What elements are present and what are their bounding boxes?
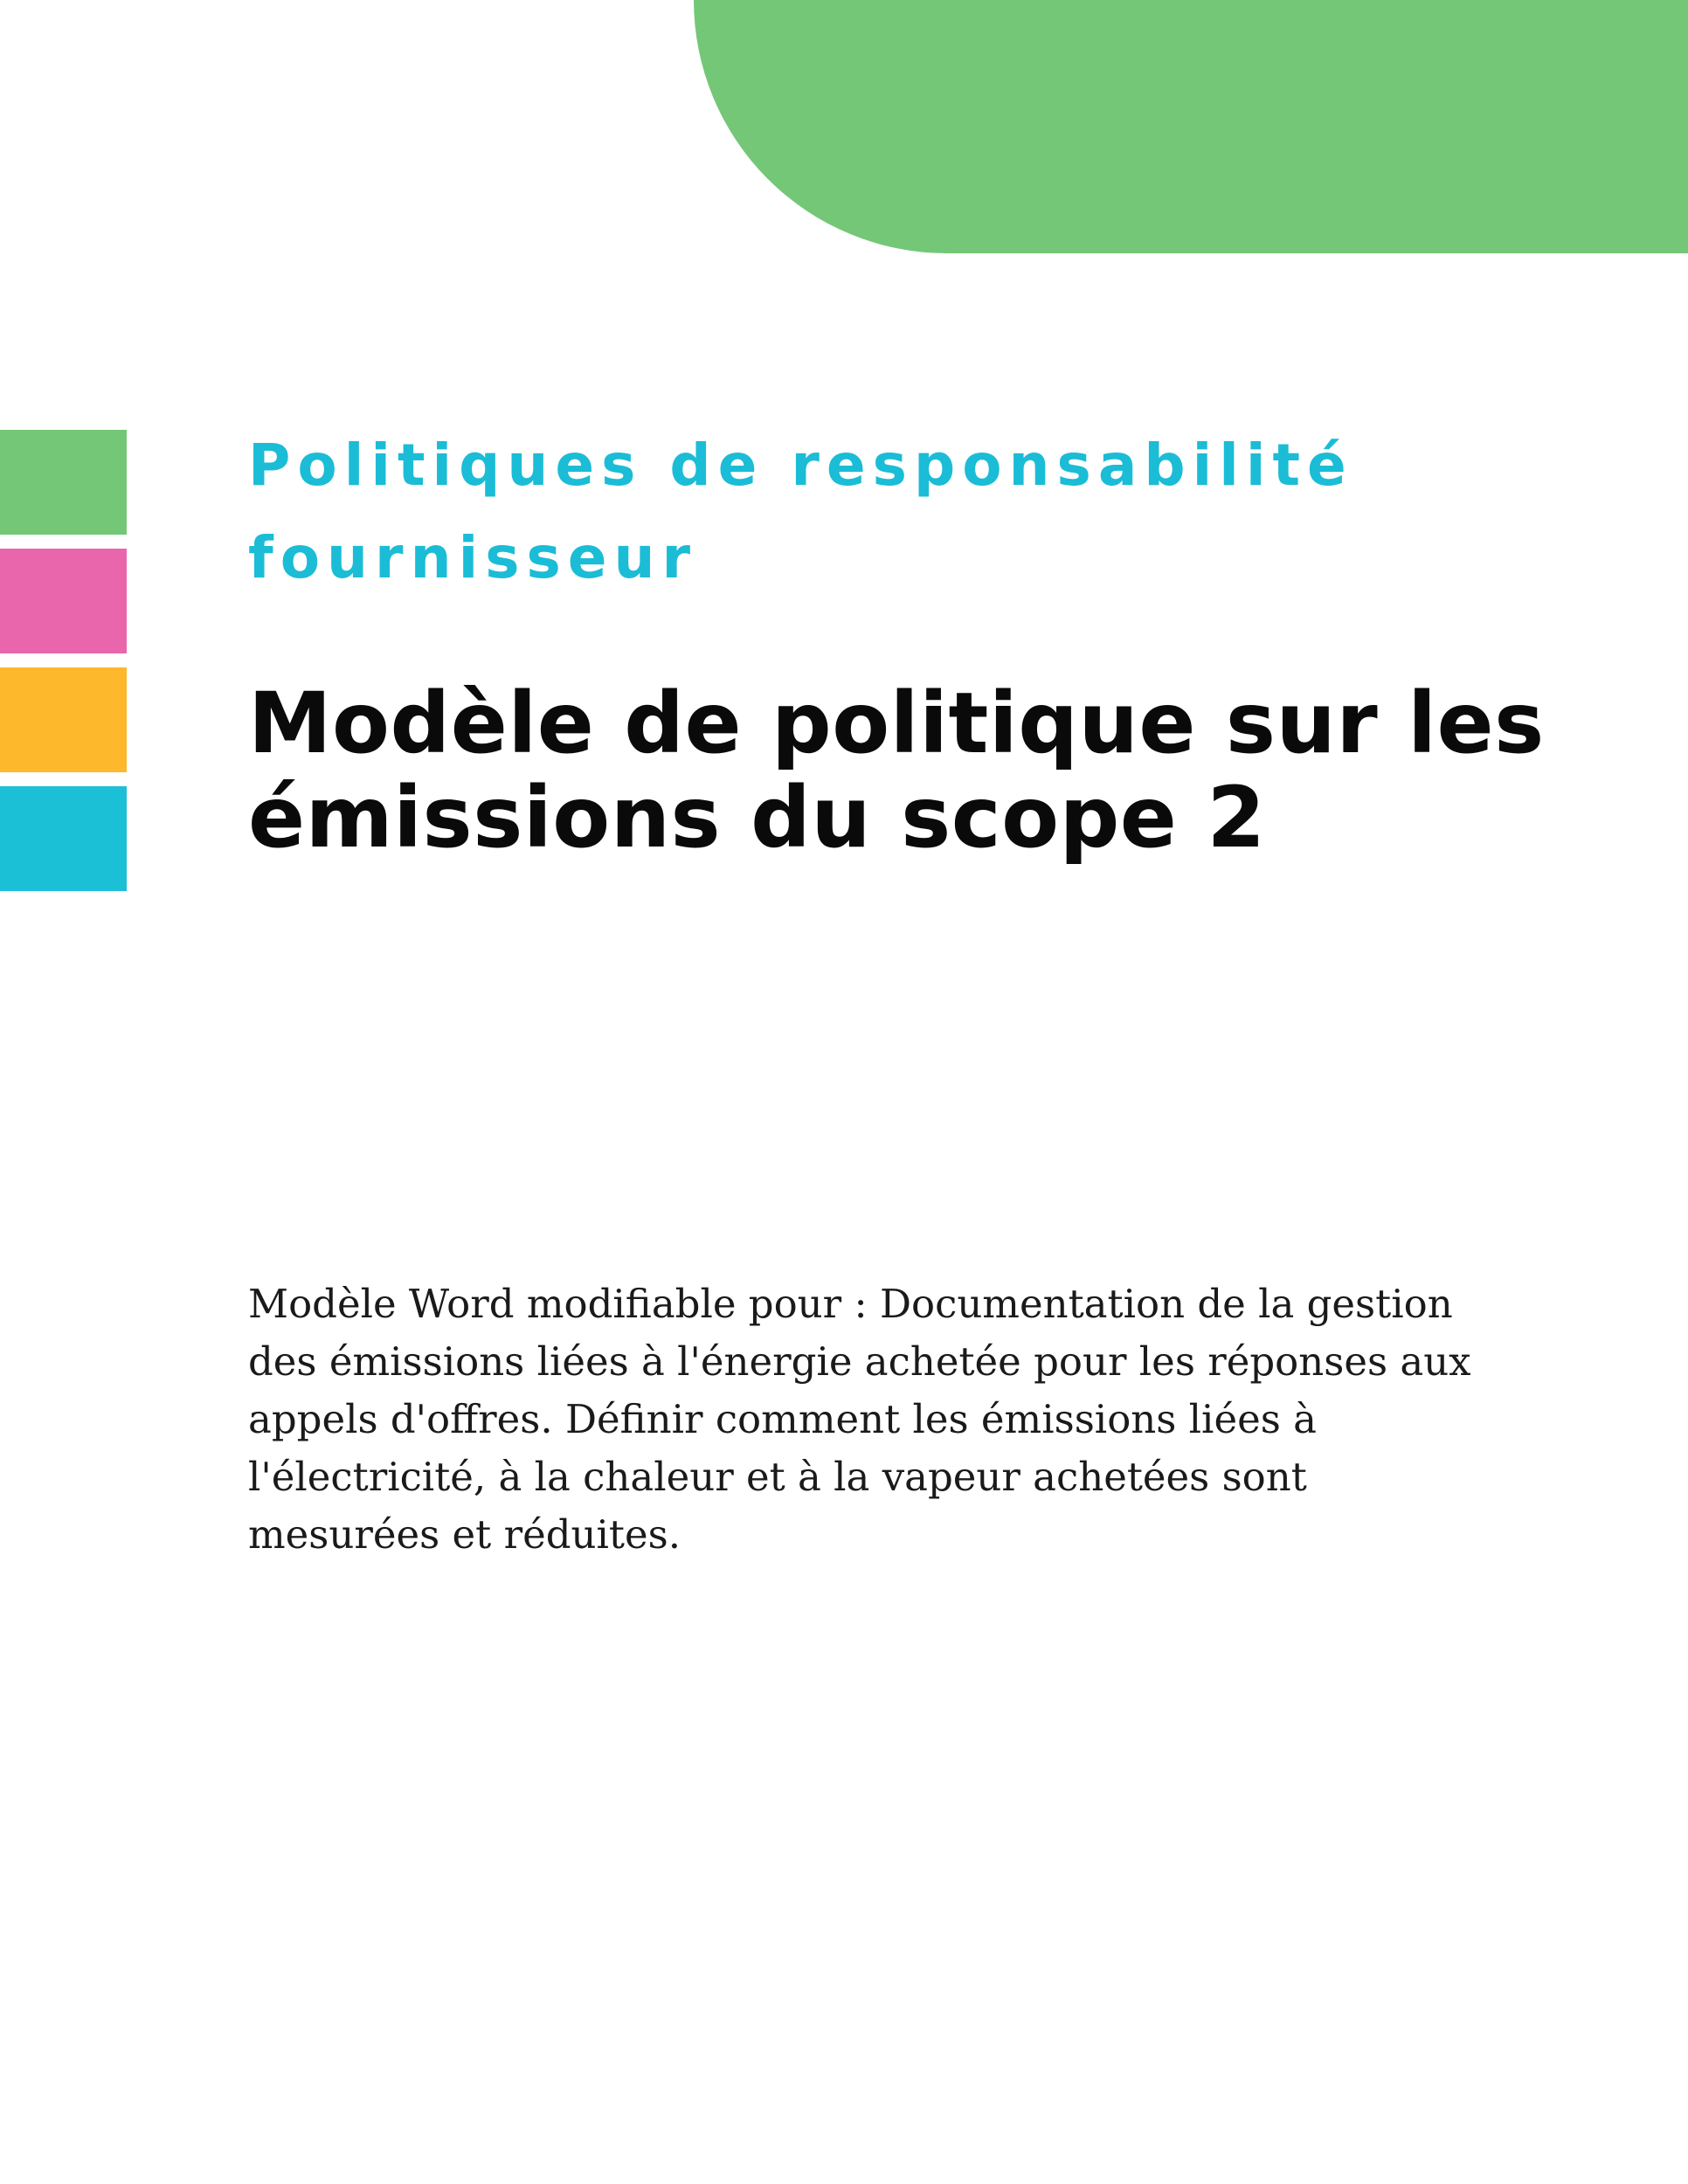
green-color-bar [0,430,127,535]
document-description: Modèle Word modifiable pour : Documentation de la gestion des émissions liées à l'énergie achetée pour les réponses aux appels d'offres. Définir comment les émissions liées à l'électricité, à la chaleur et à la vapeur achetées sont mesurées et réduites. [248,1281,1471,1558]
document-title: Modèle de politique sur les émissions du scope 2 [248,674,1545,867]
green-corner-shape [694,0,1688,253]
yellow-color-bar [0,667,127,772]
document-subtitle: Politiques de responsabilité fournisseur [248,432,1353,591]
pink-color-bar [0,549,127,653]
cyan-color-bar [0,786,127,891]
